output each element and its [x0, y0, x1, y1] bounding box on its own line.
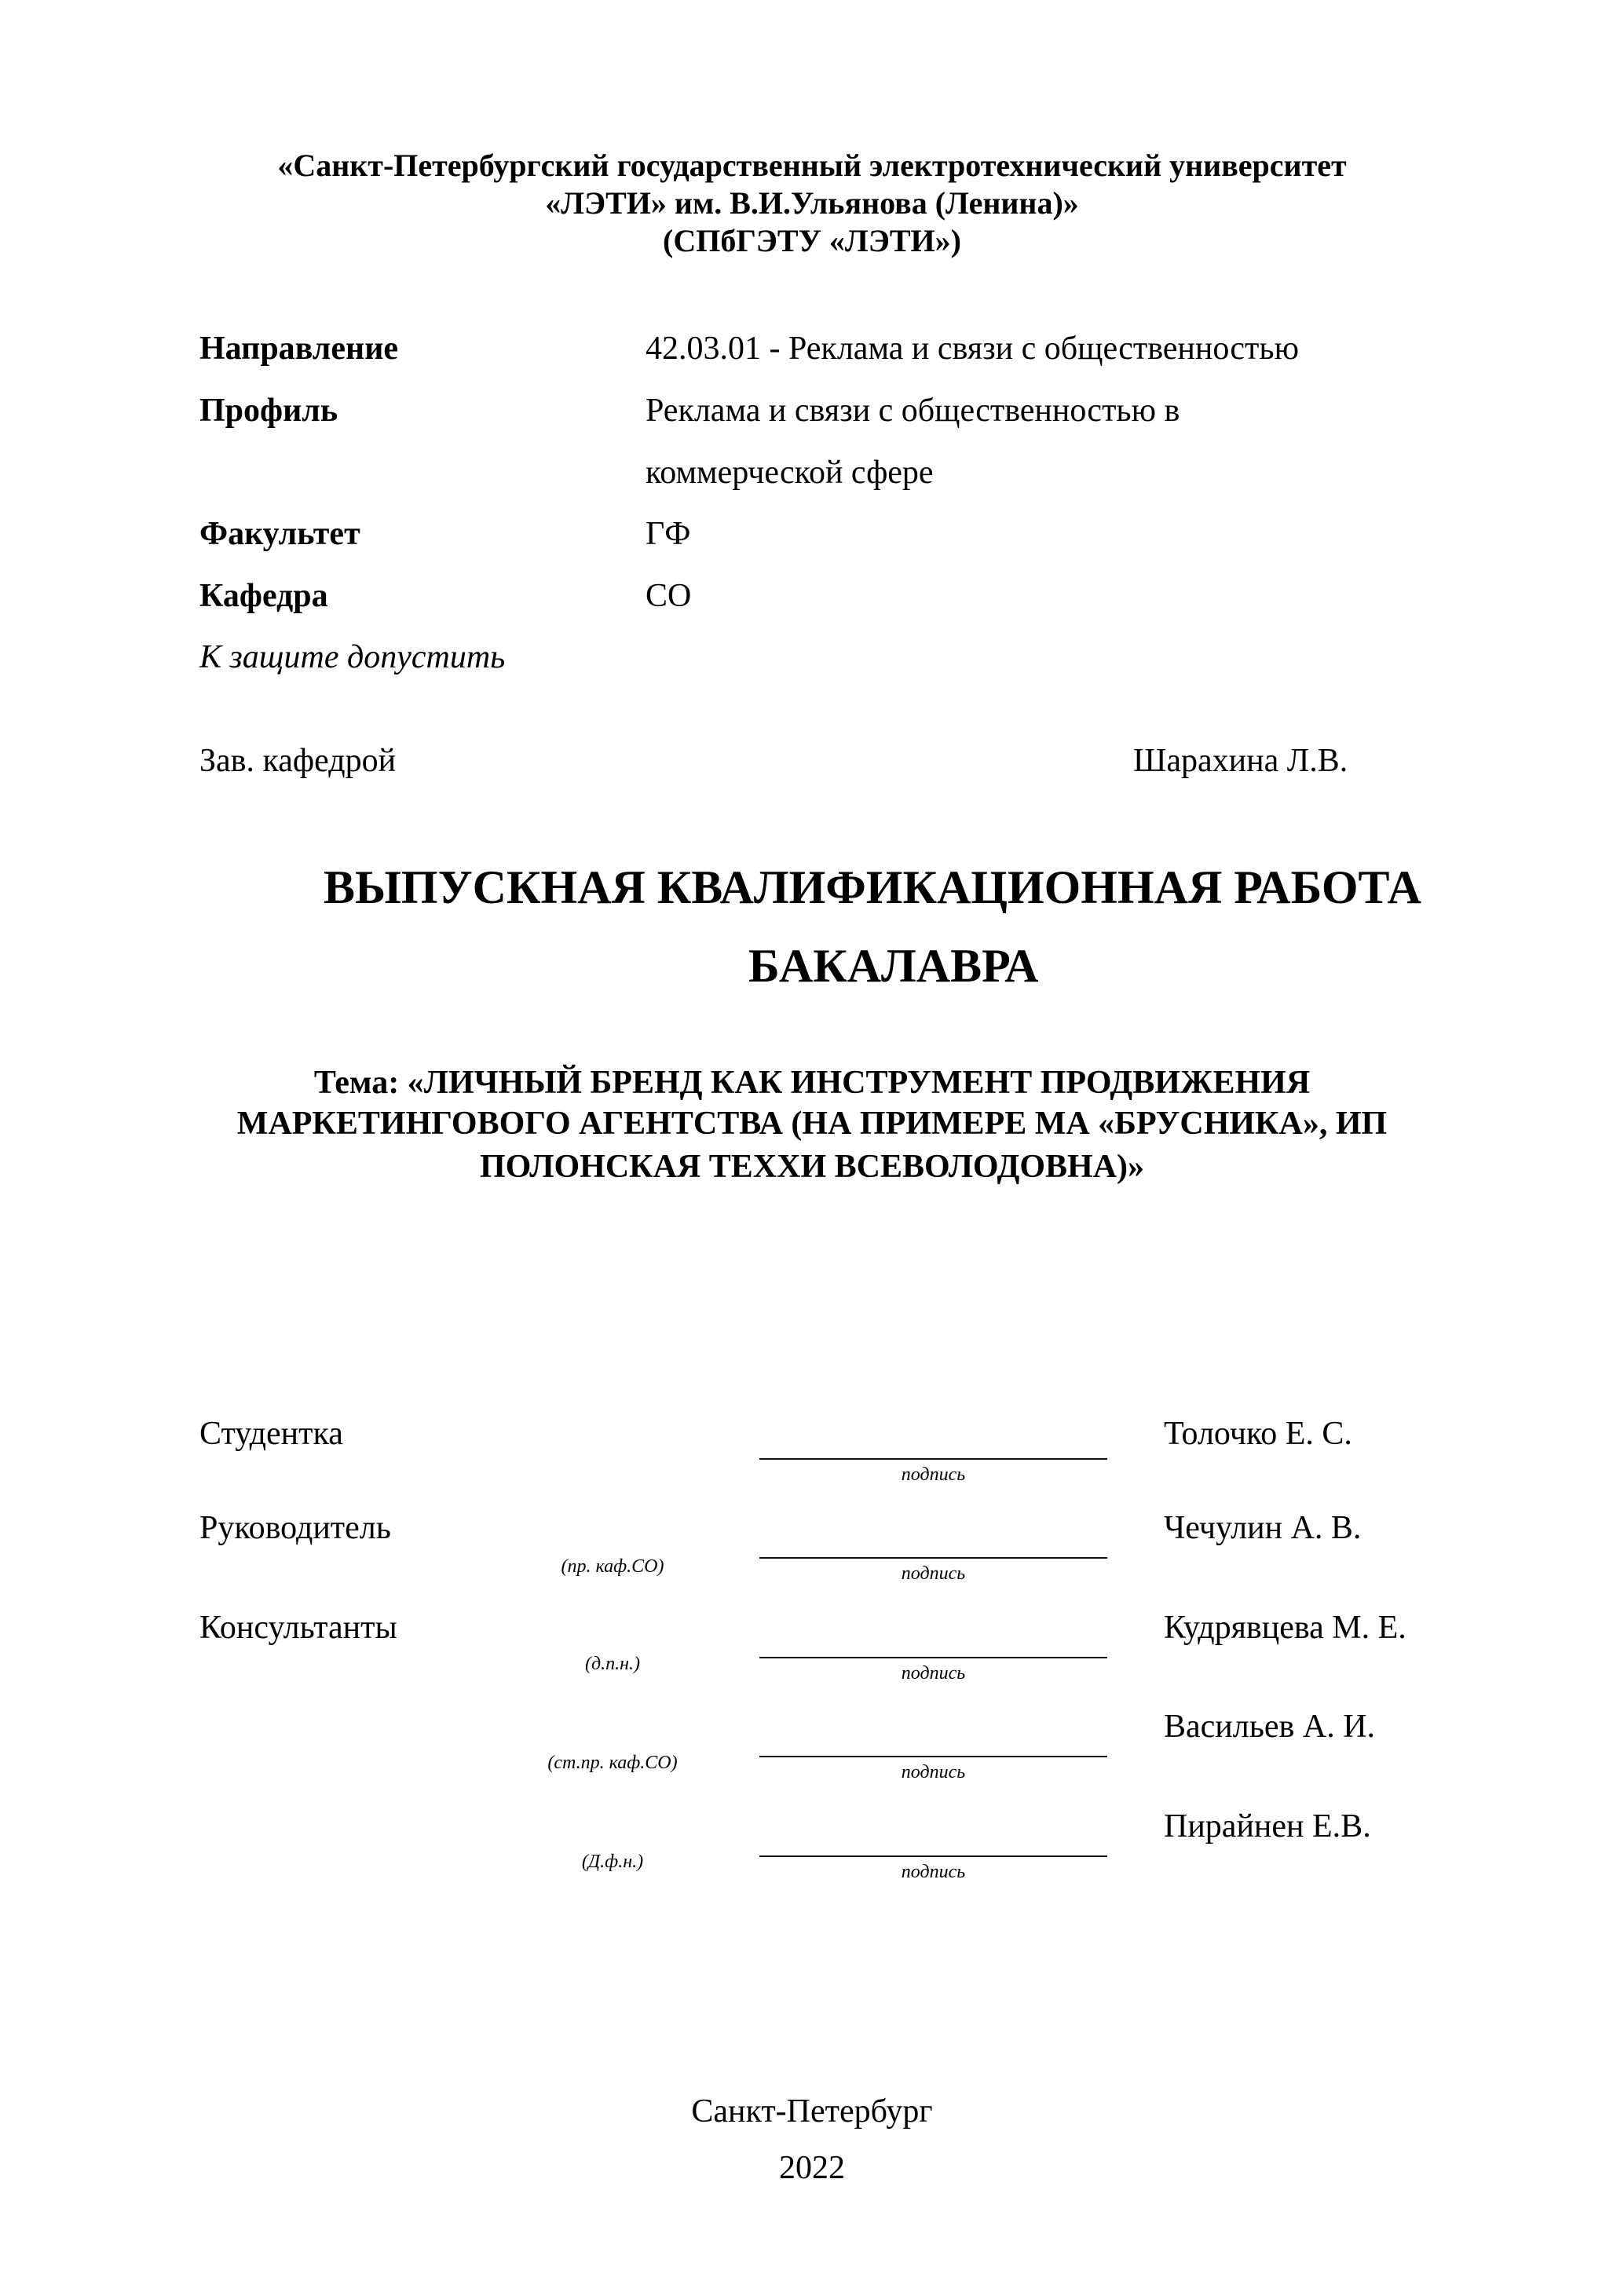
topic-line2: МАРКЕТИНГОВОГО АГЕНТСТВА (НА ПРИМЕРЕ МА «БРУСНИКА», ИП — [236, 1106, 1388, 1142]
label-profile: Профиль — [199, 393, 338, 429]
signatory-name: Чечулин А. В. — [1164, 1510, 1362, 1546]
signature-caption: подпись — [901, 1862, 966, 1882]
role-consultants: Консультанты — [199, 1610, 397, 1646]
head-of-department-label: Зав. кафедрой — [199, 743, 397, 779]
signatory-position: (пр. каф.СО) — [561, 1556, 664, 1577]
signatory-position: (ст.пр. каф.СО) — [547, 1753, 678, 1773]
value-faculty: ГФ — [646, 516, 691, 552]
signatory-name: Васильев А. И. — [1164, 1709, 1376, 1745]
document-title-line2: БАКАЛАВРА — [748, 940, 1039, 992]
signature-line[interactable] — [759, 1756, 1107, 1757]
signatory-position: (д.п.н.) — [584, 1654, 641, 1674]
admit-to-defense: К защите допустить — [199, 639, 506, 675]
value-profile-continued: коммерческой сфере — [646, 455, 934, 491]
signature-caption: подпись — [901, 1663, 966, 1684]
signature-caption: подпись — [901, 1563, 966, 1584]
university-abbreviation: (СПбГЭТУ «ЛЭТИ») — [663, 223, 961, 258]
signature-line[interactable] — [759, 1855, 1107, 1857]
signature-line[interactable] — [759, 1657, 1107, 1658]
university-name-line2: «ЛЭТИ» им. В.И.Ульянова (Ленина)» — [545, 185, 1079, 221]
signature-line[interactable] — [759, 1557, 1107, 1559]
signature-line[interactable] — [759, 1458, 1107, 1460]
role-student: Студентка — [199, 1416, 343, 1452]
value-direction: 42.03.01 - Реклама и связи с общественностью — [646, 331, 1299, 367]
label-faculty: Факультет — [199, 516, 360, 552]
signatory-position: (Д.ф.н.) — [581, 1852, 644, 1872]
value-profile: Реклама и связи с общественностью в — [646, 393, 1180, 429]
signature-caption: подпись — [901, 1762, 966, 1782]
document-title-line1: ВЫПУСКНАЯ КВАЛИФИКАЦИОННАЯ РАБОТА — [324, 861, 1421, 913]
value-department: СО — [646, 578, 692, 614]
university-name-line1: «Санкт-Петербургский государственный электротехнический университет — [277, 148, 1347, 183]
signatory-name: Толочко Е. С. — [1164, 1416, 1352, 1452]
signatory-name: Кудрявцева М. Е. — [1164, 1610, 1406, 1646]
topic-line1: Тема: «ЛИЧНЫЙ БРЕНД КАК ИНСТРУМЕНТ ПРОДВИЖЕНИЯ — [313, 1065, 1311, 1101]
footer-city: Санкт-Петербург — [691, 2093, 933, 2130]
topic-line3: ПОЛОНСКАЯ ТЕХХИ ВСЕВОЛОДОВНА)» — [479, 1149, 1145, 1185]
head-of-department-name: Шарахина Л.В. — [1133, 743, 1348, 779]
footer-year: 2022 — [779, 2150, 845, 2186]
role-supervisor: Руководитель — [199, 1510, 391, 1546]
label-department: Кафедра — [199, 578, 328, 614]
label-direction: Направление — [199, 331, 399, 367]
signatory-name: Пирайнен Е.В. — [1164, 1808, 1371, 1844]
signature-caption: подпись — [901, 1464, 966, 1485]
